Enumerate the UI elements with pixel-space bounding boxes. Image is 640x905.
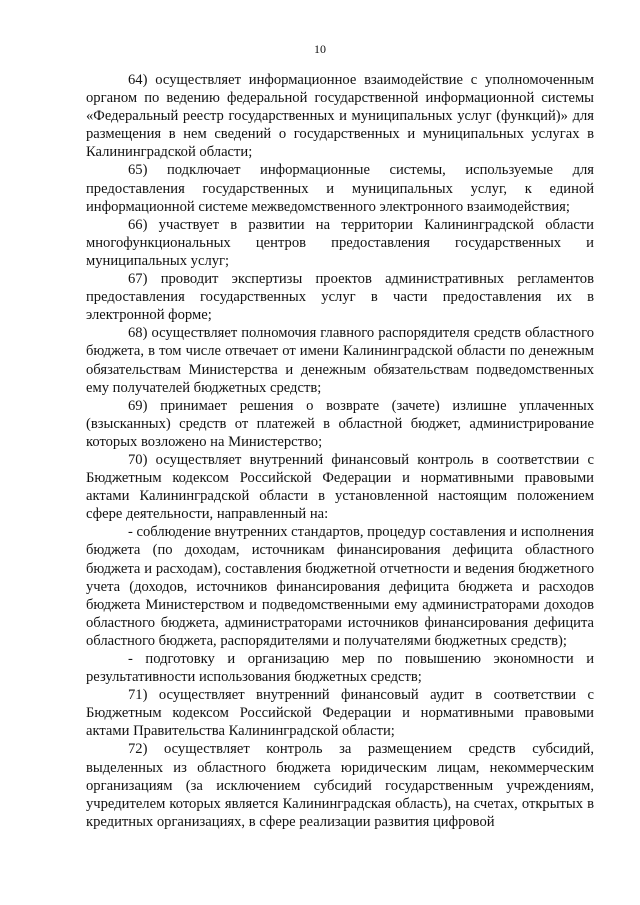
paragraph-item-70: 70) осуществляет внутренний финансовый контроль в соответствии с Бюджетным кодексом Российской Федерации и нормативными правовыми актами Калининградской области в установленной настоящим положением сфере деятельности, направленный на: [86, 451, 594, 523]
paragraph-item-66: 66) участвует в развитии на территории Калининградской области многофункциональных центров предоставления государственных и муниципальных услуг; [86, 216, 594, 269]
paragraph-item-64: 64) осуществляет информационное взаимодействие с уполномоченным органом по ведению федеральной государственной информационной системы «Федеральный реестр государственных и муниципальных услуг (функций)» для размещения в нем сведений о государственных и муниципальных услугах в Калининградской области; [86, 72, 594, 161]
paragraph-item-72: 72) осуществляет контроль за размещением средств субсидий, выделенных из областного бюджета юридическим лицам, некоммерческим организациям (за исключением субсидий государственным учреждениям, учредителем которых является Калининградская область), на счетах, открытых в кредитных организациях, в сфере реализации развития цифровой [86, 741, 594, 830]
page-number: 10 [314, 42, 326, 56]
paragraph-item-65: 65) подключает информационные системы, используемые для предоставления государственных и муниципальных услуг, к единой информационной системе межведомственного электронного взаимодействия; [86, 162, 594, 215]
paragraph-item-67: 67) проводит экспертизы проектов административных регламентов предоставления государственных услуг в части предоставления их в электронной форме; [86, 271, 594, 324]
paragraph-subitem-efficiency-measures: - подготовку и организацию мер по повышению экономности и результативности использования бюджетных средств; [86, 651, 594, 686]
document-body [86, 71, 594, 831]
paragraph-item-71: 71) осуществляет внутренний финансовый аудит в соответствии с Бюджетным кодексом Российской Федерации и нормативными правовыми актами Правительства Калининградской области; [86, 687, 594, 740]
paragraph-item-69: 69) принимает решения о возврате (зачете) излишне уплаченных (взысканных) средств от платежей в областной бюджет, администрирование которых возложено на Министерство; [86, 397, 594, 450]
paragraph-item-68: 68) осуществляет полномочия главного распорядителя средств областного бюджета, в том числе отвечает от имени Калининградской области по денежным обязательствам Министерства и денежным обязательствам подведомственных ему получателей бюджетных средств; [86, 325, 594, 396]
paragraph-subitem-internal-standards: - соблюдение внутренних стандартов, процедур составления и исполнения бюджета (по доходам, источникам финансирования дефицита областного бюджета и расходам), составления бюджетной отчетности и ведения бюджетного учета (доходов, источников финансирования дефицита бюджета и расходов бюджета Министерством и подведомственными ему администраторами доходов областного бюджета, администраторами источников финансирования дефицита областного бюджета, распорядителями и получателями бюджетных средств); [86, 524, 594, 649]
